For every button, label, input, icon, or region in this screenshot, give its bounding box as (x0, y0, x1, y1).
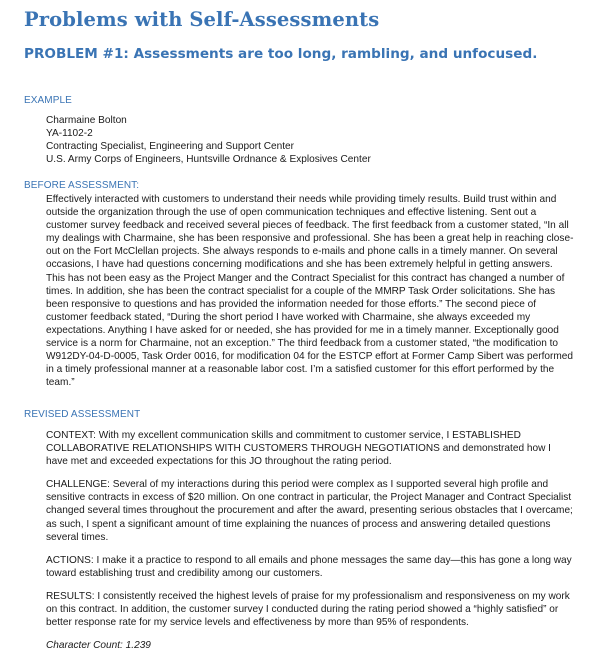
before-assessment-label: BEFORE ASSESSMENT: (24, 180, 140, 191)
example-label: EXAMPLE (24, 95, 72, 106)
contact-position: Contracting Specialist, Engineering and Support Center (46, 141, 295, 153)
problem-heading: PROBLEM #1: Assessments are too long, rambling, and unfocused. (24, 46, 538, 62)
character-count: Character Count: 1.239 (46, 640, 151, 652)
revised-assessment-label: REVISED ASSESSMENT (24, 409, 141, 420)
results-paragraph: RESULTS: I consistently received the highest levels of praise for my professionalism and responsiveness on my work on this contract. In addition, the customer survey I conducted during the rating period showed a “highly satisfied” or better response rate for my service levels and effectiveness by more than 95% of respondents. (46, 590, 570, 629)
contact-organization: U.S. Army Corps of Engineers, Huntsville Ordnance & Explosives Center (46, 154, 371, 166)
example-contact-block (46, 114, 574, 166)
contact-name: Charmaine Bolton (46, 115, 127, 126)
challenge-paragraph: CHALLENGE: Several of my interactions during this period were complex as I supported several high profile and sensitive contracts in excess of $20 million. On one contract in particular, the Project Manager and Contract Specialist changed several times throughout the procurement and after the award, presenting serious obstacles that I overcame; as such, I spent a significant amount of time explaining the nuances of process and answering detailed questions several times. (46, 479, 573, 543)
before-assessment-text: Effectively interacted with customers to understand their needs while providing timely results. Build trust within and outside the organization through the use of open communication techniques and effective listening. Sent out a customer survey feedback and received several pieces of feedback. The first feedback from a customer stated, “In all my dealings with Charmaine, she has been responsive and professional. She has been a great help in reaching close-out on the Fort McClellan projects. She always responds to e-mails and phone calls in a timely manner. On several occasions, I have had questions concerning modifications and she has been extremely helpful in getting answers. This has not been easy as the Project Manger and the Contract Specialist for this contract has changed a number of times. In addition, she has been the contract specialist for a couple of the MMRP Task Order solicitations. She has been responsive to questions and has provided the information needed for those efforts.” The second piece of customer feedback stated, “During the short period I have worked with Charmaine, she always exceeded my expectations. Anything I have asked for or needed, she has provided for me in a timely manner. Exceptionally good service is a norm for Charmaine, not an exception.” The third feedback from a customer stated, “the modification to W912DY-04-D-0005, Task Order 0016, for modification 04 for the ESTCP effort at Former Camp Sibert was performed in a timely professional manner at a reasonable labor cost. I’m a satisfied customer for this effort performed by the team.” (46, 194, 574, 389)
contact-grade: YA-1102-2 (46, 128, 93, 140)
revised-assessment-body (46, 429, 574, 652)
actions-paragraph: ACTIONS: I make it a practice to respond to all emails and phone messages the same day—this has gone a long way toward establishing trust and credibility among our customers. (46, 554, 572, 579)
context-paragraph: CONTEXT: With my excellent communication skills and commitment to customer service, I ESTABLISHED COLLABORATIVE RELATIONSHIPS WITH CUSTOMERS THROUGH NEGOTIATIONS and demonstrated how I have met and exceeded expectations for this JO throughout the rating period. (46, 430, 551, 468)
page-title: Problems with Self-Assessments (24, 8, 380, 31)
